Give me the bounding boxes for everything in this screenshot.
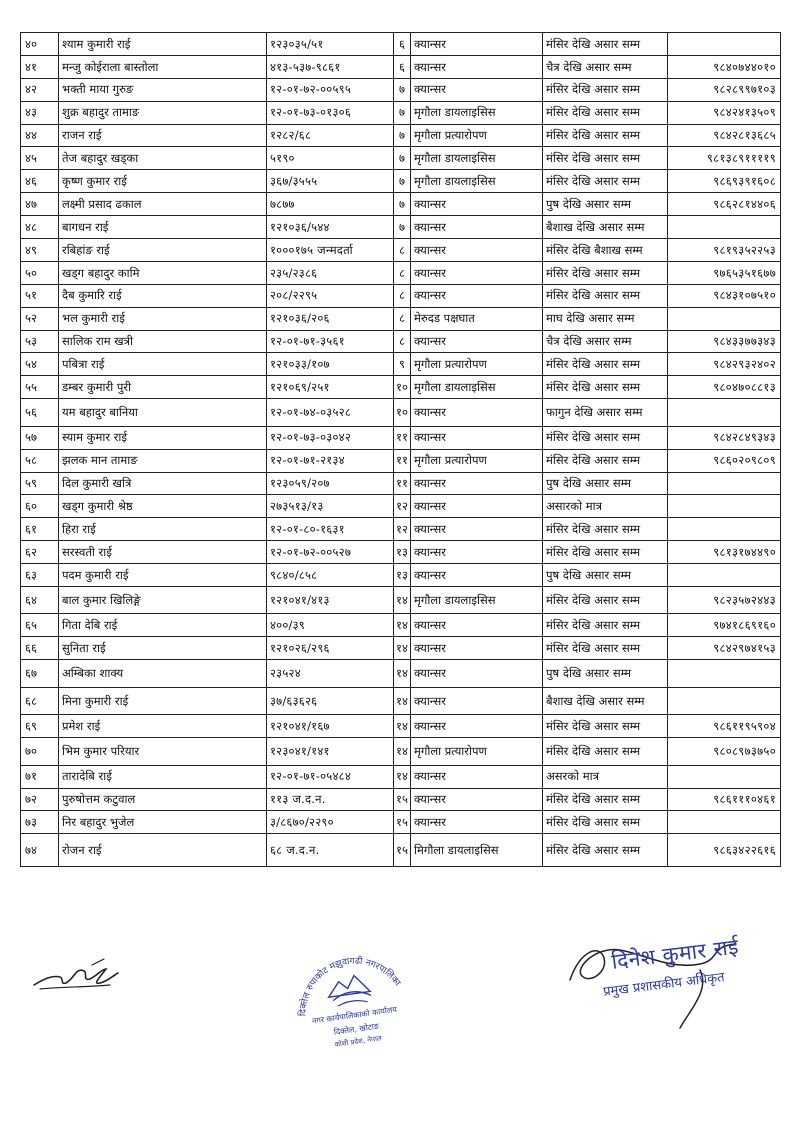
table-row [21, 518, 781, 541]
coverage-period-cell: मंसिर देखि असार सम्म [543, 788, 668, 811]
contact-number-cell: ९८४३१०७५१० [668, 284, 781, 307]
table-row [21, 33, 781, 56]
disease-type-cell: मृगौला प्रत्यारोपण [411, 738, 543, 766]
disease-type-cell: क्यान्सर [411, 788, 543, 811]
ward-number-cell: १४ [394, 614, 411, 637]
identification-number-cell: १२१०२६/२९६ [267, 637, 394, 660]
beneficiary-name-cell: दिल कुमारी खत्रि [59, 472, 267, 495]
identification-number-cell: १२८२/६८ [267, 124, 394, 147]
serial-number-cell: ४० [21, 33, 59, 56]
ward-number-cell: १५ [394, 811, 411, 834]
beneficiary-name-cell: स्याम कुमार राई [59, 426, 267, 449]
ward-number-cell: १४ [394, 586, 411, 614]
beneficiary-name-cell: सालिक राम खत्री [59, 330, 267, 353]
table-row [21, 637, 781, 660]
disease-type-cell: क्यान्सर [411, 284, 543, 307]
beneficiary-name-cell: तेज बहादुर खड्का [59, 147, 267, 170]
beneficiary-name-cell: प्रमेश राई [59, 715, 267, 738]
contact-number-cell: ९८१३८९११११९ [668, 147, 781, 170]
table-row [21, 216, 781, 239]
coverage-period-cell: पुष देखि असार सम्म [543, 193, 668, 216]
contact-number-cell [668, 811, 781, 834]
beneficiary-name-cell: शुक्र बहादुर तामाङ [59, 101, 267, 124]
coverage-period-cell: असरको मात्र [543, 765, 668, 788]
municipal-seal [285, 938, 420, 1058]
disease-type-cell: क्यान्सर [411, 239, 543, 262]
table-row [21, 449, 781, 472]
table-row [21, 426, 781, 449]
coverage-period-cell: मंसिर देखि असार सम्म [543, 284, 668, 307]
table-row [21, 738, 781, 766]
identification-number-cell: ५१९० [267, 147, 394, 170]
identification-number-cell: ९८४०/८५८ [267, 564, 394, 587]
coverage-period-cell: बैशाख देखि असार सम्म [543, 687, 668, 715]
serial-number-cell: ६१ [21, 518, 59, 541]
identification-number-cell: १२-०१-७२-००५९५ [267, 78, 394, 101]
coverage-period-cell: चैत्र देखि असार सम्म [543, 55, 668, 78]
disease-type-cell: क्यान्सर [411, 330, 543, 353]
serial-number-cell: ५८ [21, 449, 59, 472]
identification-number-cell: १२-०१-७४-०३५२८ [267, 399, 394, 427]
serial-number-cell: ६२ [21, 541, 59, 564]
table-row [21, 193, 781, 216]
contact-number-cell: ९८४०७४४०१० [668, 55, 781, 78]
contact-number-cell: ९८०८९७३७५० [668, 738, 781, 766]
beneficiary-name-cell: झलक मान तामाङ [59, 449, 267, 472]
serial-number-cell: ६८ [21, 687, 59, 715]
disease-type-cell: क्यान्सर [411, 811, 543, 834]
identification-number-cell: १२-०१-८०-१६३१ [267, 518, 394, 541]
serial-number-cell: ५७ [21, 426, 59, 449]
beneficiary-name-cell: भल कुमारी राई [59, 307, 267, 330]
disease-type-cell: क्यान्सर [411, 715, 543, 738]
beneficiary-name-cell: रोजन राई [59, 834, 267, 867]
disease-type-cell: क्यान्सर [411, 518, 543, 541]
identification-number-cell: १२-०१-७१-०५४८४ [267, 765, 394, 788]
serial-number-cell: ५१ [21, 284, 59, 307]
serial-number-cell: ६३ [21, 564, 59, 587]
contact-number-cell: ९८६९३९१६०८ [668, 170, 781, 193]
beneficiary-name-cell: डम्बर कुमारी पुरी [59, 376, 267, 399]
ward-number-cell: ८ [394, 330, 411, 353]
identification-number-cell: १२१०४१/४१३ [267, 586, 394, 614]
contact-number-cell: ९८०४७०८८१३ [668, 376, 781, 399]
identification-number-cell: २३५/२३८६ [267, 261, 394, 284]
identification-number-cell: १२१०३६/२०६ [267, 307, 394, 330]
contact-number-cell: ९८६२८१४४०६ [668, 193, 781, 216]
identification-number-cell: १२-०१-७१-३५६१ [267, 330, 394, 353]
coverage-period-cell: मंसिर देखि असार सम्म [543, 426, 668, 449]
identification-number-cell: १२१०४१/१६७ [267, 715, 394, 738]
disease-type-cell: क्यान्सर [411, 541, 543, 564]
identification-number-cell: २७३५१३/१३ [267, 495, 394, 518]
coverage-period-cell: मंसिर देखि असार सम्म [543, 614, 668, 637]
table-row [21, 330, 781, 353]
serial-number-cell: ६६ [21, 637, 59, 660]
ward-number-cell: ८ [394, 284, 411, 307]
coverage-period-cell: मंसिर देखि बैशाख सम्म [543, 239, 668, 262]
beneficiary-name-cell: यम बहादुर बानिया [59, 399, 267, 427]
coverage-period-cell: मंसिर देखि असार सम्म [543, 124, 668, 147]
coverage-period-cell: मंसिर देखि असार सम्म [543, 518, 668, 541]
coverage-period-cell: मंसिर देखि असार सम्म [543, 811, 668, 834]
coverage-period-cell: माघ देखि असार सम्म [543, 307, 668, 330]
table-row [21, 788, 781, 811]
table-row [21, 170, 781, 193]
table-row [21, 147, 781, 170]
identification-number-cell: १२१०३६/५४४ [267, 216, 394, 239]
table-row [21, 495, 781, 518]
contact-number-cell: ९८६३४२२६१६ [668, 834, 781, 867]
contact-number-cell [668, 660, 781, 688]
ward-number-cell: ७ [394, 147, 411, 170]
beneficiary-name-cell: मन्जु कोईराला बास्तोला [59, 55, 267, 78]
disease-type-cell: क्यान्सर [411, 78, 543, 101]
disease-type-cell: क्यान्सर [411, 637, 543, 660]
coverage-period-cell: मंसिर देखि असार सम्म [543, 586, 668, 614]
disease-type-cell: मृगौला प्रत्यारोपण [411, 449, 543, 472]
ward-number-cell: १४ [394, 660, 411, 688]
serial-number-cell: ६७ [21, 660, 59, 688]
coverage-period-cell: पुष देखि असार सम्म [543, 564, 668, 587]
ward-number-cell: ११ [394, 472, 411, 495]
serial-number-cell: ५४ [21, 353, 59, 376]
serial-number-cell: ५३ [21, 330, 59, 353]
ward-number-cell: ७ [394, 101, 411, 124]
table-row [21, 101, 781, 124]
identification-number-cell: १२१०६९/२५१ [267, 376, 394, 399]
identification-number-cell: ७८७७ [267, 193, 394, 216]
disease-type-cell: क्यान्सर [411, 193, 543, 216]
table-body [21, 33, 781, 867]
identification-number-cell: १२-०१-७३-०१३०६ [267, 101, 394, 124]
identification-number-cell: ३७/६३६२६ [267, 687, 394, 715]
coverage-period-cell: मंसिर देखि असार सम्म [543, 738, 668, 766]
ward-number-cell: १० [394, 376, 411, 399]
beneficiary-name-cell: निर बहादुर भुजेल [59, 811, 267, 834]
table-row [21, 399, 781, 427]
serial-number-cell: ५९ [21, 472, 59, 495]
disease-type-cell: मिगौला डायलाइसिस [411, 834, 543, 867]
disease-type-cell: क्यान्सर [411, 614, 543, 637]
serial-number-cell: ७० [21, 738, 59, 766]
ward-number-cell: ११ [394, 426, 411, 449]
disease-type-cell: मृगौला डायलाइसिस [411, 147, 543, 170]
table-row [21, 687, 781, 715]
table-row [21, 614, 781, 637]
serial-number-cell: ४४ [21, 124, 59, 147]
contact-number-cell: ९८६११९५९०४ [668, 715, 781, 738]
identification-number-cell: ६८ ज.द.न. [267, 834, 394, 867]
signatory-title: प्रमुख प्रशासकीय अधिकृत [602, 970, 726, 1000]
beneficiary-name-cell: पुरुषोत्तम कटुवाल [59, 788, 267, 811]
serial-number-cell: ७४ [21, 834, 59, 867]
coverage-period-cell: असारको मात्र [543, 495, 668, 518]
disease-type-cell: मृगौला डायलाइसिस [411, 170, 543, 193]
ward-number-cell: १३ [394, 564, 411, 587]
ward-number-cell: १४ [394, 715, 411, 738]
disease-type-cell: मृगौला डायलाइसिस [411, 101, 543, 124]
seal-line-place: दिक्तेल, खोटाङ [333, 1021, 380, 1037]
disease-type-cell: मेरुदड पक्षघात [411, 307, 543, 330]
coverage-period-cell: मंसिर देखि असार सम्म [543, 834, 668, 867]
beneficiary-name-cell: मिना कुमारी राई [59, 687, 267, 715]
identification-number-cell: ३६७/३५५५ [267, 170, 394, 193]
coverage-period-cell: मंसिर देखि असार सम्म [543, 33, 668, 56]
beneficiary-table [20, 32, 781, 867]
identification-number-cell: १२१०३३/१०७ [267, 353, 394, 376]
table-row [21, 660, 781, 688]
ward-number-cell: १४ [394, 738, 411, 766]
identification-number-cell: २०८/२२९५ [267, 284, 394, 307]
serial-number-cell: ५५ [21, 376, 59, 399]
seal-line-office: नगर कार्यपालिकाको कार्यालय [311, 1004, 398, 1026]
beneficiary-name-cell: कृष्ण कुमार राई [59, 170, 267, 193]
disease-type-cell: क्यान्सर [411, 426, 543, 449]
serial-number-cell: ४५ [21, 147, 59, 170]
beneficiary-name-cell: लक्ष्मी प्रसाद ढकाल [59, 193, 267, 216]
disease-type-cell: क्यान्सर [411, 564, 543, 587]
disease-type-cell: मृगौला डायलाइसिस [411, 376, 543, 399]
serial-number-cell: ७२ [21, 788, 59, 811]
beneficiary-name-cell: अम्बिका शाक्य [59, 660, 267, 688]
ward-number-cell: ८ [394, 261, 411, 284]
ward-number-cell: ११ [394, 449, 411, 472]
disease-type-cell: क्यान्सर [411, 765, 543, 788]
contact-number-cell: ९८४२८४९३४३ [668, 426, 781, 449]
disease-type-cell: क्यान्सर [411, 687, 543, 715]
ward-number-cell: १२ [394, 518, 411, 541]
disease-type-cell: मृगौला प्रत्यारोपण [411, 353, 543, 376]
beneficiary-name-cell: भिम कुमार परियार [59, 738, 267, 766]
identification-number-cell: १२३०५९/२०७ [267, 472, 394, 495]
contact-number-cell [668, 216, 781, 239]
identification-number-cell: १०००१७५ जन्मदर्ता [267, 239, 394, 262]
ward-number-cell: ९ [394, 353, 411, 376]
identification-number-cell: ४१३-५३७-९८६१ [267, 55, 394, 78]
disease-type-cell: क्यान्सर [411, 472, 543, 495]
serial-number-cell: ४९ [21, 239, 59, 262]
contact-number-cell [668, 564, 781, 587]
ward-number-cell: १५ [394, 834, 411, 867]
serial-number-cell: ४२ [21, 78, 59, 101]
coverage-period-cell: मंसिर देखि असार सम्म [543, 449, 668, 472]
table-row [21, 353, 781, 376]
disease-type-cell: क्यान्सर [411, 216, 543, 239]
beneficiary-name-cell: पबित्रा राई [59, 353, 267, 376]
beneficiary-name-cell: हिरा राई [59, 518, 267, 541]
table-row [21, 715, 781, 738]
serial-number-cell: ४१ [21, 55, 59, 78]
table-row [21, 541, 781, 564]
serial-number-cell: ७१ [21, 765, 59, 788]
ward-number-cell: ७ [394, 216, 411, 239]
contact-number-cell: ९८१३१७४४९० [668, 541, 781, 564]
ward-number-cell: १४ [394, 687, 411, 715]
serial-number-cell: ५६ [21, 399, 59, 427]
disease-type-cell: मृगौला डायलाइसिस [411, 586, 543, 614]
ward-number-cell: १३ [394, 541, 411, 564]
contact-number-cell: ९८२८९९७१०३ [668, 78, 781, 101]
contact-number-cell: ९८४३३७७३४३ [668, 330, 781, 353]
coverage-period-cell: बैशाख देखि असार सम्म [543, 216, 668, 239]
contact-number-cell: ९८६०२०९८०९ [668, 449, 781, 472]
serial-number-cell: ५२ [21, 307, 59, 330]
serial-number-cell: ६० [21, 495, 59, 518]
identification-number-cell: ११३ ज.द.न. [267, 788, 394, 811]
contact-number-cell [668, 765, 781, 788]
ward-number-cell: १४ [394, 637, 411, 660]
contact-number-cell: ९८४२९३२४०२ [668, 353, 781, 376]
identification-number-cell: ४००/३९ [267, 614, 394, 637]
disease-type-cell: मृगौला प्रत्यारोपण [411, 124, 543, 147]
coverage-period-cell: मंसिर देखि असार सम्म [543, 261, 668, 284]
contact-number-cell: ९८६१११०४६१ [668, 788, 781, 811]
identification-number-cell: १२-०१-७२-००५२७ [267, 541, 394, 564]
table-row [21, 284, 781, 307]
ward-number-cell: १२ [394, 495, 411, 518]
identification-number-cell: १२-०१-७३-०३०४२ [267, 426, 394, 449]
serial-number-cell: ६९ [21, 715, 59, 738]
table-row [21, 307, 781, 330]
table-row [21, 765, 781, 788]
table-row [21, 811, 781, 834]
contact-number-cell: ९८२३५७२४४३ [668, 586, 781, 614]
identification-number-cell: ३/८६७०/२२९० [267, 811, 394, 834]
coverage-period-cell: मंसिर देखि असार सम्म [543, 637, 668, 660]
beneficiary-table-container [20, 32, 781, 867]
beneficiary-name-cell: सरस्वती राई [59, 541, 267, 564]
serial-number-cell: ४८ [21, 216, 59, 239]
coverage-period-cell: मंसिर देखि असार सम्म [543, 147, 668, 170]
beneficiary-name-cell: खड्ग कुमारी श्रेष्ठ [59, 495, 267, 518]
table-row [21, 78, 781, 101]
table-row [21, 239, 781, 262]
ward-number-cell: १४ [394, 765, 411, 788]
contact-number-cell: ९८१९३५२२५३ [668, 239, 781, 262]
beneficiary-name-cell: सुनिता राई [59, 637, 267, 660]
table-row [21, 376, 781, 399]
serial-number-cell: ५० [21, 261, 59, 284]
contact-number-cell [668, 399, 781, 427]
serial-number-cell: ६४ [21, 586, 59, 614]
coverage-period-cell: मंसिर देखि असार सम्म [543, 78, 668, 101]
beneficiary-name-cell: पदम कुमारी राई [59, 564, 267, 587]
serial-number-cell: ७३ [21, 811, 59, 834]
ward-number-cell: १५ [394, 788, 411, 811]
beneficiary-name-cell: भक्ती माया गुरुङ [59, 78, 267, 101]
ward-number-cell: ७ [394, 124, 411, 147]
ward-number-cell: ७ [394, 78, 411, 101]
disease-type-cell: क्यान्सर [411, 660, 543, 688]
coverage-period-cell: मंसिर देखि असार सम्म [543, 715, 668, 738]
ward-number-cell: ८ [394, 239, 411, 262]
beneficiary-name-cell: श्याम कुमारी राई [59, 33, 267, 56]
beneficiary-name-cell: बागधन राई [59, 216, 267, 239]
identification-number-cell: १२३०४१/१४१ [267, 738, 394, 766]
disease-type-cell: क्यान्सर [411, 399, 543, 427]
table-row [21, 55, 781, 78]
contact-number-cell [668, 495, 781, 518]
beneficiary-name-cell: तारादेबि राई [59, 765, 267, 788]
identification-number-cell: १२-०१-७१-२१३४ [267, 449, 394, 472]
contact-number-cell [668, 307, 781, 330]
coverage-period-cell: मंसिर देखि असार सम्म [543, 170, 668, 193]
beneficiary-name-cell: राजन राई [59, 124, 267, 147]
ward-number-cell: ८ [394, 307, 411, 330]
contact-number-cell [668, 687, 781, 715]
table-row [21, 472, 781, 495]
contact-number-cell: ९७६५३५१६७७ [668, 261, 781, 284]
contact-number-cell: ९७४१८६९१६० [668, 614, 781, 637]
contact-number-cell [668, 472, 781, 495]
beneficiary-name-cell: गिता देबि राई [59, 614, 267, 637]
serial-number-cell: ६५ [21, 614, 59, 637]
coverage-period-cell: मंसिर देखि असार सम्म [543, 541, 668, 564]
coverage-period-cell: चैत्र देखि असार सम्म [543, 330, 668, 353]
table-row [21, 564, 781, 587]
contact-number-cell: ९८४२४१३५०९ [668, 101, 781, 124]
serial-number-cell: ४७ [21, 193, 59, 216]
seal-line-province: कोशी प्रदेश, नेपाल [334, 1034, 383, 1049]
beneficiary-name-cell: खड्ग बहादुर कामि [59, 261, 267, 284]
table-row [21, 261, 781, 284]
contact-number-cell: ९८४२९७४१५३ [668, 637, 781, 660]
coverage-period-cell: फागुन देखि असार सम्म [543, 399, 668, 427]
beneficiary-name-cell: बाल कुमार खिलिङ्गे [59, 586, 267, 614]
ward-number-cell: ६ [394, 33, 411, 56]
table-row [21, 586, 781, 614]
disease-type-cell: क्यान्सर [411, 55, 543, 78]
contact-number-cell [668, 33, 781, 56]
disease-type-cell: क्यान्सर [411, 495, 543, 518]
coverage-period-cell: पुष देखि असार सम्म [543, 472, 668, 495]
identification-number-cell: २३५२४ [267, 660, 394, 688]
coverage-period-cell: मंसिर देखि असार सम्म [543, 353, 668, 376]
contact-number-cell: ९८४२८१३६८५ [668, 124, 781, 147]
identification-number-cell: १२३०३५/५१ [267, 33, 394, 56]
signatory-name: दिनेश कुमार राई [610, 934, 741, 974]
table-row [21, 834, 781, 867]
coverage-period-cell: मंसिर देखि असार सम्म [543, 376, 668, 399]
ward-number-cell: ६ [394, 55, 411, 78]
table-row [21, 124, 781, 147]
beneficiary-name-cell: रबिहांङ राई [59, 239, 267, 262]
signature-right [560, 934, 775, 1045]
disease-type-cell: क्यान्सर [411, 261, 543, 284]
seal-arc-text: दिक्तेल रुपाकोट मझुवागढी नगरपालिका [298, 956, 403, 1017]
beneficiary-name-cell: दैब कुमारि राई [59, 284, 267, 307]
contact-number-cell [668, 518, 781, 541]
ward-number-cell: ७ [394, 170, 411, 193]
serial-number-cell: ४६ [21, 170, 59, 193]
disease-type-cell: क्यान्सर [411, 33, 543, 56]
ward-number-cell: १० [394, 399, 411, 427]
coverage-period-cell: पुष देखि असार सम्म [543, 660, 668, 688]
signature-left [30, 955, 122, 995]
coverage-period-cell: मंसिर देखि असार सम्म [543, 101, 668, 124]
serial-number-cell: ४३ [21, 101, 59, 124]
ward-number-cell: ७ [394, 193, 411, 216]
